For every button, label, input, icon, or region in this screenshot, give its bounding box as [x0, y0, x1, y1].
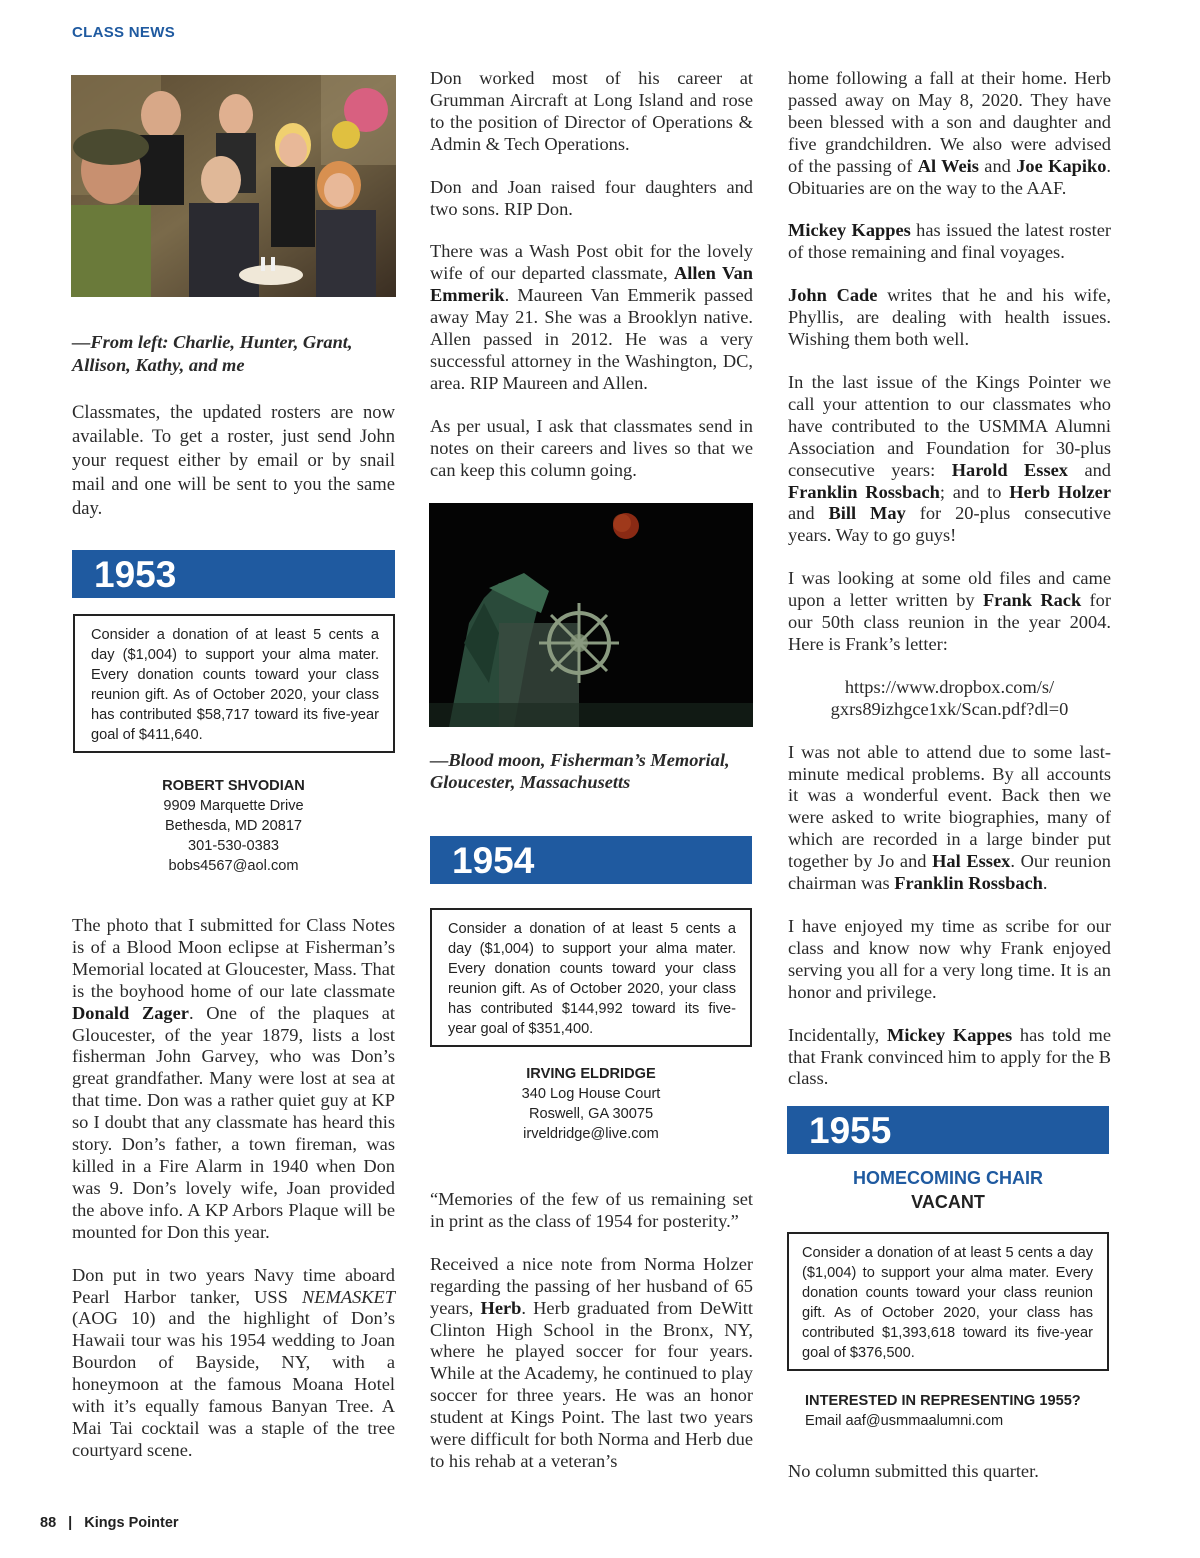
no-column-note: No column submitted this quarter.: [788, 1461, 1039, 1481]
url-line[interactable]: gxrs89izhgce1xk/Scan.pdf?dl=0: [830, 698, 1069, 719]
classmate-name: Joe Kapiko: [1016, 155, 1107, 176]
paragraph: [72, 915, 395, 1244]
donation-box-1954: Consider a donation of at least 5 cents a day ($1,004) to support your alma mater. Every donation counts toward your class reunion gift. As of October 2020, your class has contributed $144,992 toward its five-year goal of $351,400.: [430, 908, 752, 1047]
text: There was a Wash Post obit for the lovely wife of our departed classmate,: [430, 241, 753, 284]
interest-email[interactable]: Email aaf@usmmaalumni.com: [805, 1413, 1004, 1429]
paragraph: [788, 372, 1111, 547]
paragraph: [788, 568, 1111, 656]
paragraph: [72, 1265, 395, 1462]
paragraph: [788, 742, 1111, 895]
year-1955-banner: 1955: [787, 1106, 1109, 1154]
classmate-name: Herb: [480, 1297, 522, 1318]
paragraph: [788, 220, 1111, 264]
paragraph: Don worked most of his career at Grumman Aircraft at Long Island and rose to the position of Director of Operations & Admin & Tech Operations.: [430, 68, 753, 154]
contact-name: ROBERT SHVODIAN: [162, 778, 305, 794]
text: .: [1042, 873, 1048, 894]
text: for our 50th class reunion in the year 2004. Here is Frank’s letter:: [788, 590, 1111, 654]
page-number: 88: [40, 1515, 57, 1531]
text: . One of the plaques at Gloucester, of the year 1879, lists a lost fisherman John Garvey, who was Don’s great grandfather. Many were lost at sea at that time. Don was a rather quiet guy at KP so I doubt that any classmate has heard this story. Don’s father, a town fireman, was killed in a Fire Alarm in 1940 when Don was 9. Don’s lovely wife, Joan provided the above info. A KP Arbors Plaque will be mounted for Don this year.: [72, 1002, 395, 1242]
classmate-name: Franklin Rossbach: [788, 481, 940, 502]
text: . Herb graduated from DeWitt Clinton High School in the Bronx, NY, where he played soccer for four years. While at the Academy, he continued to play soccer for three years. He was an honor student at Kings Point. The last two years were difficult for both Norma and Herb due to his rehab at a veteran’s: [430, 1297, 753, 1471]
text: and: [978, 155, 1017, 176]
text: I was looking at some old files and came upon a letter written by: [788, 568, 1111, 611]
year-1953-banner: 1953: [72, 550, 395, 598]
contact-email[interactable]: bobs4567@aol.com: [168, 858, 299, 874]
contact-email[interactable]: irveldridge@live.com: [523, 1126, 659, 1142]
homecoming-chair: [787, 1166, 1109, 1214]
classmate-name: Herb Holzer: [1009, 481, 1111, 502]
paragraph: [788, 68, 1111, 199]
text: home following a fall at their home. Herb passed away on May 8, 2020. They have been blessed with a son and daughter and five grandchildren. We also were advised of the passing of: [788, 68, 1111, 176]
homecoming-value: VACANT: [911, 1192, 985, 1212]
letter-link[interactable]: [788, 677, 1111, 721]
classmate-name: Bill May: [828, 503, 906, 524]
page-footer: [40, 1515, 179, 1531]
classmate-name: Allen Van Emmerik: [430, 263, 753, 306]
contact-name: IRVING ELDRIDGE: [526, 1066, 656, 1082]
paragraph: Don and Joan raised four daughters and two sons. RIP Don.: [430, 176, 753, 219]
family-photo-illustration: [71, 75, 396, 297]
paragraph: [430, 1254, 753, 1473]
text: for 20-plus consecutive years. Way to go guys!: [788, 503, 1112, 546]
text: Incidentally,: [788, 1024, 887, 1045]
classmate-name: Donald Zager: [72, 1002, 189, 1023]
text: and: [788, 503, 829, 524]
contact-city: Roswell, GA 30075: [528, 1106, 654, 1122]
classmate-name: Hal Essex: [932, 851, 1011, 872]
paragraph: [788, 1025, 1111, 1091]
text: and: [1067, 459, 1111, 480]
text: writes that he and his wife, Phyllis, are dealing with health issues. Wishing them both well.: [788, 285, 1111, 350]
classmate-name: John Cade: [788, 285, 878, 306]
section-label: CLASS NEWS: [72, 24, 176, 41]
text: has issued the latest roster of those remaining and final voyages.: [788, 220, 1111, 263]
paragraph: [788, 285, 1111, 351]
footer-separator: |: [68, 1515, 73, 1531]
text: . Our reunion chairman was: [788, 851, 1111, 894]
text: . Maureen Van Emmerik passed away May 21. She was a Brooklyn native. Allen passed in 2012. He was a very successful attorney in the Washington, DC, area. RIP Maureen and Allen.: [430, 285, 753, 393]
contact-phone: 301-530-0383: [188, 838, 279, 854]
blood-moon-photo: [429, 503, 753, 727]
year-1954-banner: 1954: [430, 836, 752, 884]
text: In the last issue of the Kings Pointer we call your attention to our classmates who have contributed to the USMMA Alumni Association and Foundation for 30-plus consecutive years:: [788, 371, 1111, 480]
representation-call: [805, 1391, 1109, 1431]
publication-name: Kings Pointer: [84, 1515, 179, 1531]
photo-caption: —Blood moon, Fisherman’s Memorial, Gloucester, Massachusetts: [430, 750, 730, 792]
donation-box-1955: Consider a donation of at least 5 cents a day ($1,004) to support your alma mater. Every donation counts toward your class reunion gift. As of October 2020, your class has contributed $1,393,618 toward its five-year goal of $376,500.: [787, 1232, 1109, 1371]
classmate-name: Mickey Kappes: [788, 220, 911, 241]
classmate-name: Frank Rack: [982, 590, 1082, 611]
text: ; and to: [939, 481, 1010, 502]
contact-address: 9909 Marquette Drive: [163, 798, 304, 814]
text: I was not able to attend due to some last-minute medical problems. By all accounts it was a wonderful event. Back then we were asked to write biographies, many of which are recorded in a large binder put together by Jo and: [788, 741, 1111, 872]
text: Received a nice note from Norma Holzer regarding the passing of her husband of 65 years,: [430, 1253, 753, 1318]
text: Don put in two years Navy time aboard Pearl Harbor tanker, USS: [72, 1264, 395, 1307]
homecoming-label: HOMECOMING CHAIR: [853, 1168, 1043, 1188]
paragraph: “Memories of the few of us remaining set in print as the class of 1954 for posterity.”: [430, 1189, 753, 1231]
contact-address: 340 Log House Court: [521, 1086, 661, 1102]
text: (AOG 10) and the highlight of Don’s Hawaii tour was his 1954 wedding to Joan Bourdon of Bayside, NY, with a honeymoon at the famous Moana Hotel with it’s equally famous Banyan Tree. A Mai Tai cocktail was a staple of the tree courtyard scene.: [72, 1308, 395, 1460]
donation-box-1953: Consider a donation of at least 5 cents a day ($1,004) to support your alma mater. Every donation counts toward your class reunion gift. As of October 2020, your class has contributed $58,717 toward its five-year goal of $411,640.: [73, 614, 395, 753]
classmate-name: Harold Essex: [951, 459, 1068, 480]
text: . Obituaries are on the way to the AAF.: [788, 155, 1112, 198]
contact-city: Bethesda, MD 20817: [164, 818, 303, 834]
paragraph: I have enjoyed my time as scribe for our class and know now why Frank enjoyed serving you all for a very long time. It is an honor and privilege.: [788, 916, 1111, 1002]
ship-name: NEMASKET: [302, 1286, 395, 1307]
contact-1954: [430, 1064, 752, 1144]
paragraph: Classmates, the updated rosters are now available. To get a roster, just send John your request either by email or by snail mail and one will be sent to you the same day.: [72, 402, 395, 519]
contact-1953: [72, 776, 395, 876]
blood-moon-illustration: [429, 503, 753, 727]
interest-title: INTERESTED IN REPRESENTING 1955?: [805, 1393, 1081, 1409]
paragraph: [430, 241, 753, 394]
photo-caption: —From left: Charlie, Hunter, Grant, Allison, Kathy, and me: [72, 332, 353, 375]
family-photo: [71, 75, 396, 297]
classmate-name: Franklin Rossbach: [894, 873, 1043, 894]
text: The photo that I submitted for Class Notes is of a Blood Moon eclipse at Fisherman’s Memorial located at Gloucester, Mass. That is the boyhood home of our late classmate: [72, 915, 395, 1001]
classmate-name: Mickey Kappes: [886, 1024, 1013, 1045]
classmate-name: Al Weis: [917, 155, 979, 176]
text: has told me that Frank convinced him to apply for the B class.: [788, 1024, 1111, 1089]
url-line[interactable]: https://www.dropbox.com/s/: [844, 676, 1055, 697]
paragraph: As per usual, I ask that classmates send in notes on their careers and lives so that we can keep this column going.: [430, 415, 753, 480]
